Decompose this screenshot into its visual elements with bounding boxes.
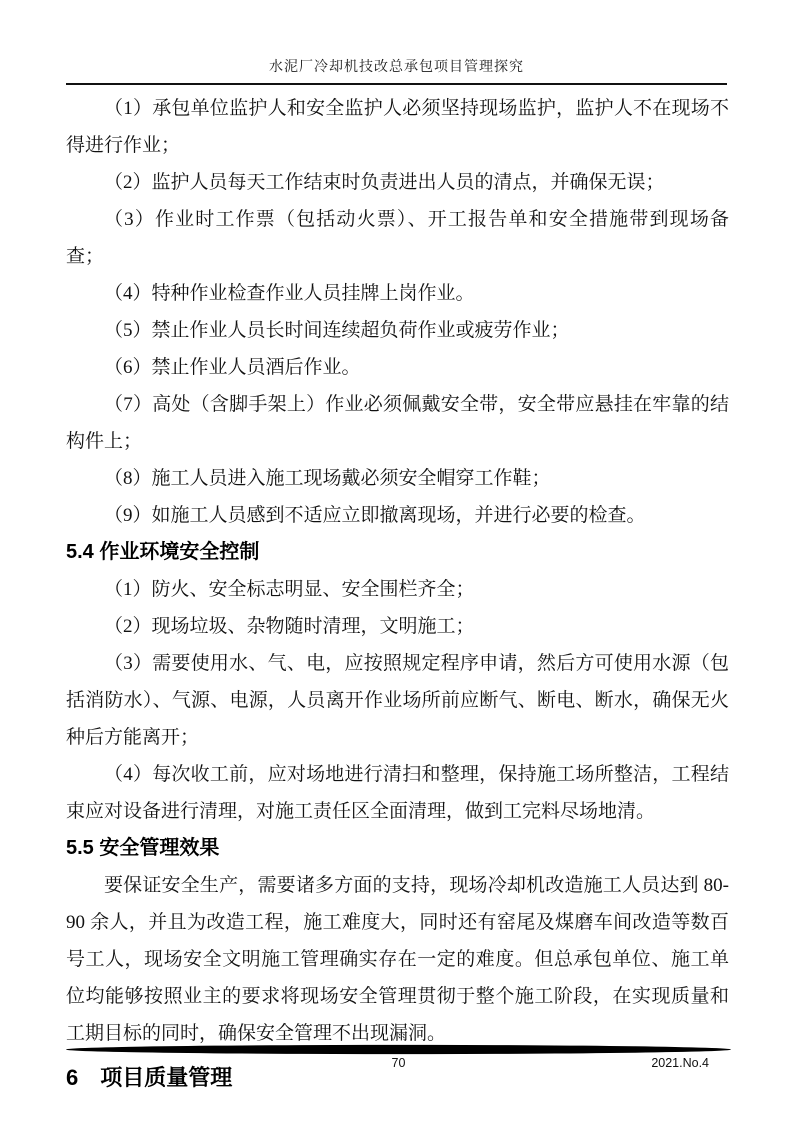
list-item-7: （7）高处（含脚手架上）作业必须佩戴安全带，安全带应悬挂在牢靠的结构件上； [66, 394, 729, 452]
env-list-item-3: （3）需要使用水、气、电，应按照规定程序申请，然后方可使用水源（包括消防水）、气源、电源，人员离开作业场所前应断气、断电、断水，确保无火种后方能离开； [66, 653, 729, 748]
running-head-title: 水泥厂冷却机技改总承包项目管理探究 [269, 60, 524, 75]
list-item-6: （6）禁止作业人员酒后作业。 [104, 357, 361, 378]
footer-row [66, 1055, 731, 1073]
footer-divider-bar [66, 1044, 731, 1055]
page-body [66, 90, 729, 1098]
list-item-8: （8）施工人员进入施工现场戴必须安全帽穿工作鞋； [104, 468, 551, 489]
header-rule [66, 83, 727, 85]
safety-effect-paragraph: 要保证安全生产，需要诸多方面的支持，现场冷却机改造施工人员达到 80-90 余人，并且为改造工程，施工难度大，同时还有窑尾及煤磨车间改造等数百号工人，现场安全文明施工管理确实存在一定的难度。但总承包单位、施工单位均能够按照业主的要求将现场安全管理贯彻于整个施工阶段，在实现质量和工期目标的同时，确保安全管理不出现漏洞。 [66, 875, 729, 1044]
journal-issue-label: 2021.No.4 [651, 1056, 709, 1070]
list-item-3: （3）作业时工作票（包括动火票）、开工报告单和安全措施带到现场备查； [66, 209, 729, 267]
list-item-1: （1）承包单位监护人和安全监护人必须坚持现场监护，监护人不在现场不得进行作业； [66, 98, 729, 156]
list-item-4: （4）特种作业检查作业人员挂牌上岗作业。 [104, 283, 475, 304]
env-list-item-1: （1）防火、安全标志明显、安全围栏齐全； [104, 579, 475, 600]
env-list-item-4: （4）每次收工前，应对场地进行清扫和整理，保持施工场所整洁，工程结束应对设备进行清理，对施工责任区全面清理，做到工完料尽场地清。 [66, 764, 729, 822]
env-list-item-2: （2）现场垃圾、杂物随时清理，文明施工； [104, 616, 475, 637]
chapter-heading-6: 6 项目质量管理 [66, 1065, 233, 1090]
section-heading-5-4: 5.4 作业环境安全控制 [66, 541, 260, 563]
page-number: 70 [391, 1056, 406, 1070]
page-header [66, 58, 727, 85]
list-item-9: （9）如施工人员感到不适应立即撤离现场，并进行必要的检查。 [104, 505, 646, 526]
section-heading-5-5: 5.5 安全管理效果 [66, 837, 220, 859]
list-item-5: （5）禁止作业人员长时间连续超负荷作业或疲劳作业； [104, 320, 570, 341]
page-footer [66, 1044, 731, 1073]
list-item-2: （2）监护人员每天工作结束时负责进出人员的清点，并确保无误； [104, 172, 665, 193]
